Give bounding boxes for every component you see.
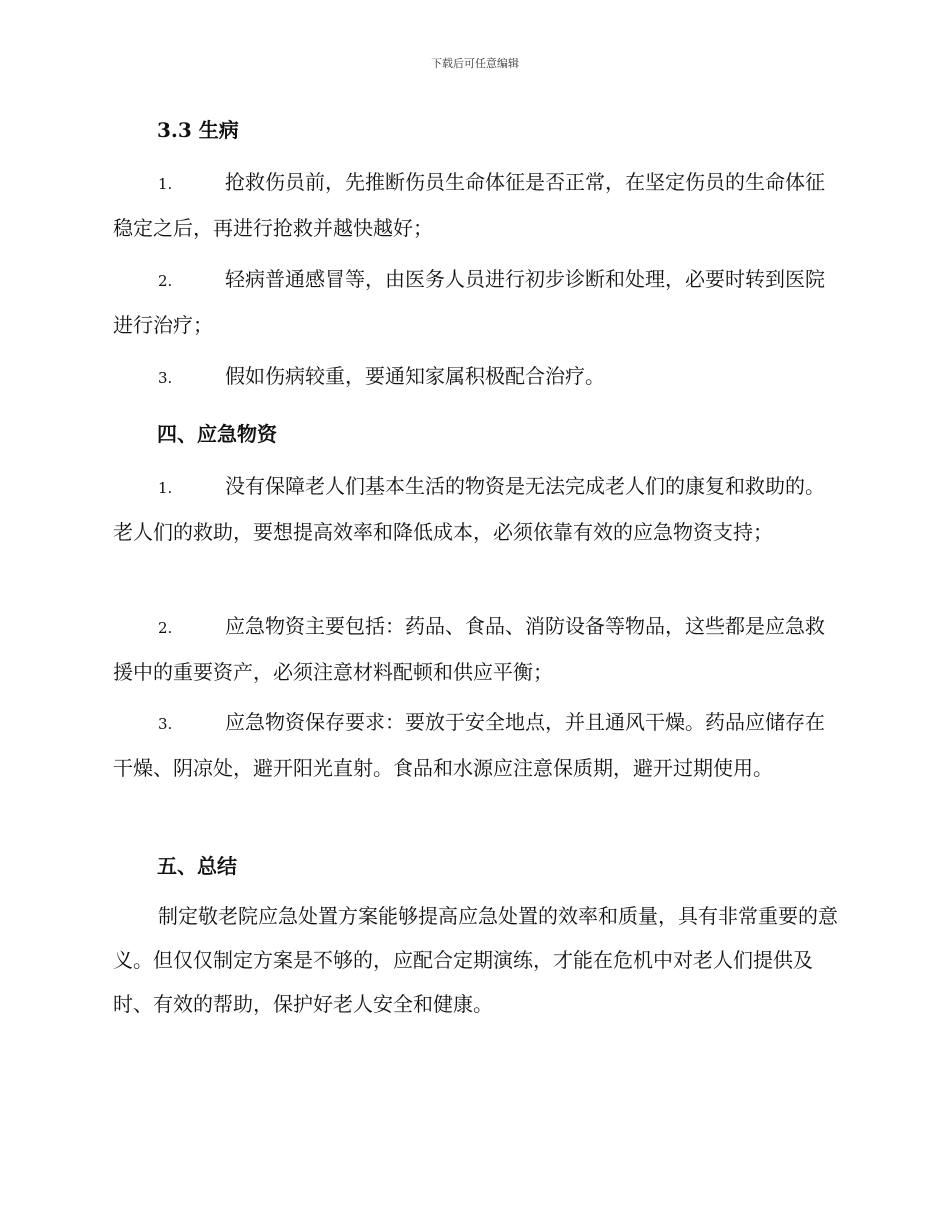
list-item-number: 3. bbox=[158, 715, 173, 733]
list-item-text: 没有保障老人们基本生活的物资是无法完成老人们的康复和救助的。老人们的救助，要想提高效率和降低成本，必须依靠有效的应急物资支持； bbox=[113, 474, 825, 544]
list-item-text: 抢救伤员前，先推断伤员生命体征是否正常，在坚定伤员的生命体征稳定之后，再进行抢救并越快越好； bbox=[113, 170, 825, 240]
list-item-text: 轻病普通感冒等，由医务人员进行初步诊断和处理，必要时转到医院进行治疗； bbox=[113, 267, 825, 337]
list-item-text: 假如伤病较重，要通知家属积极配合治疗。 bbox=[225, 364, 605, 388]
list-item-number: 2. bbox=[158, 619, 173, 637]
list-item-number: 1. bbox=[158, 479, 173, 497]
list-item-number: 3. bbox=[158, 369, 173, 387]
list-item bbox=[113, 464, 838, 554]
list-item bbox=[113, 257, 838, 347]
summary-paragraph: 制定敬老院应急处置方案能够提高应急处置的效率和质量，具有非常重要的意义。但仅仅制定方案是不够的，应配合定期演练，才能在危机中对老人们提供及时、有效的帮助，保护好老人安全和健康。 bbox=[113, 904, 838, 1016]
list-item-number: 2. bbox=[158, 272, 173, 290]
list-item bbox=[113, 354, 838, 400]
list-item-text: 应急物资主要包括：药品、食品、消防设备等物品，这些都是应急救援中的重要资产，必须注意材料配顿和供应平衡； bbox=[113, 614, 825, 684]
list-item-text: 应急物资保存要求：要放于安全地点，并且通风干燥。药品应储存在干燥、阴凉处，避开阳光直射。食品和水源应注意保质期，避开过期使用。 bbox=[113, 710, 825, 780]
list-item-number: 1. bbox=[158, 175, 173, 193]
list-item bbox=[113, 700, 838, 790]
list-item bbox=[113, 160, 838, 250]
list-item bbox=[113, 604, 838, 694]
section-heading-3-3: 3.3 生病 bbox=[157, 118, 239, 142]
page-header: 下载后可任意编辑 bbox=[431, 57, 519, 70]
section-heading-summary: 五、总结 bbox=[157, 854, 237, 878]
section-heading-emergency-supplies: 四、应急物资 bbox=[157, 422, 277, 446]
